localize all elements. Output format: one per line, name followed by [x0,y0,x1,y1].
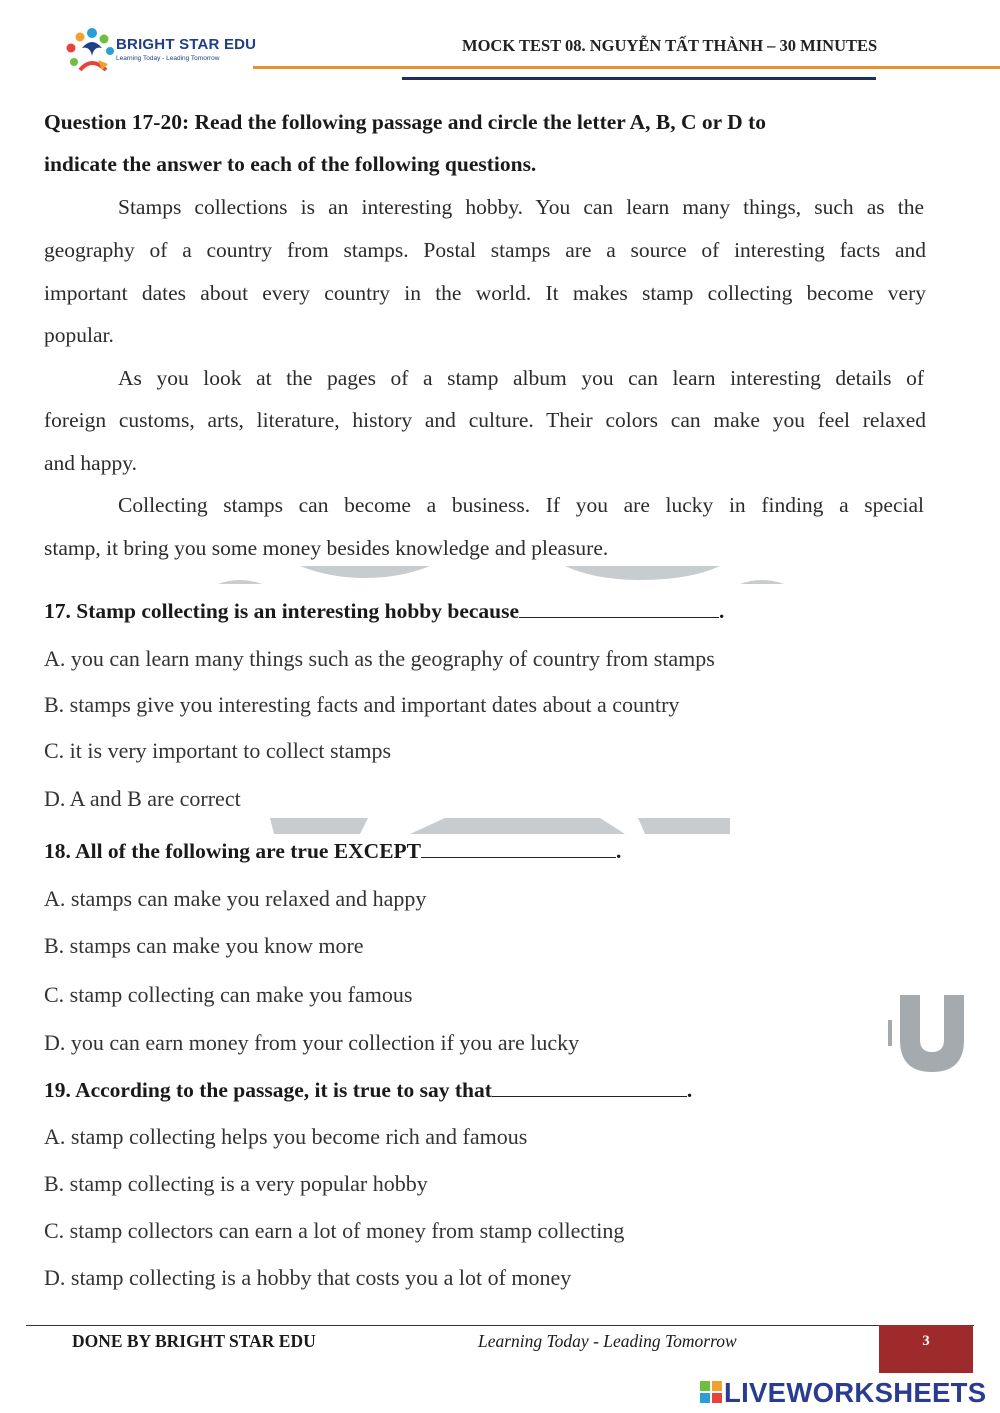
question-19-option-d[interactable]: D. stamp collecting is a hobby that costs you a lot of money [44,1265,572,1290]
question-19-option-b[interactable]: B. stamp collecting is a very popular hobby [44,1171,428,1196]
question-18-option-b[interactable]: B. stamps can make you know more [44,933,364,958]
question-17-option-a[interactable]: A. you can learn many things such as the geography of country from stamps [44,646,715,671]
question-stem-text: 19. According to the passage, it is true to say that [44,1078,492,1102]
answer-blank[interactable] [421,840,616,858]
question-17-option-d[interactable]: D. A and B are correct [44,786,241,811]
liveworksheets-brand[interactable]: LIVEWORKSHEETS [724,1377,987,1408]
test-title: MOCK TEST 08. NGUYỄN TẤT THÀNH – 30 MINUTES [462,36,878,55]
question-19-option-c[interactable]: C. stamp collectors can earn a lot of money from stamp collecting [44,1218,625,1243]
question-17-stem [44,600,926,622]
answer-blank[interactable] [492,1079,687,1097]
stem-period: . [616,839,622,863]
question-18-stem [44,840,926,862]
passage-p1-line-1: Stamps collections is an interesting hobby. You can learn many things, such as the [118,195,924,219]
instructions-line-1: Question 17-20: Read the following passage and circle the letter A, B, C or D to [44,110,766,134]
brand-name: BRIGHT STAR EDU [116,36,257,53]
passage-p1-line-2: geography of a country from stamps. Postal stamps are a source of interesting facts and [44,238,926,262]
stem-period: . [719,599,725,623]
question-19-option-a[interactable]: A. stamp collecting helps you become rich and famous [44,1124,528,1149]
brand-tagline: Learning Today - Leading Tomorrow [116,55,220,62]
passage-p1-line-3: important dates about every country in the world. It makes stamp collecting become very [44,281,926,305]
header-orange-rule [253,66,1000,69]
question-17-option-c[interactable]: C. it is very important to collect stamps [44,738,392,763]
footer-credit: DONE BY BRIGHT STAR EDU [72,1331,316,1351]
footer-motto: Learning Today - Leading Tomorrow [478,1331,737,1351]
question-17-option-b[interactable]: B. stamps give you interesting facts and important dates about a country [44,692,680,717]
stem-period: . [686,1078,693,1102]
passage-p3-line-1: Collecting stamps can become a business. If you are lucky in finding a special [118,493,924,517]
passage-p2-line-2: foreign customs, arts, literature, history and culture. Their colors can make you feel relaxed [44,408,926,432]
header-navy-rule [402,77,876,80]
question-18-option-a[interactable]: A. stamps can make you relaxed and happy [44,886,427,911]
question-stem-text: 17. Stamp collecting is an interesting hobby because [44,599,520,623]
question-stem-text: 18. All of the following are true EXCEPT [44,839,422,863]
page-number: 3 [922,1333,930,1349]
passage-p3-line-2: stamp, it bring you some money besides knowledge and pleasure. [44,536,609,560]
question-18-option-d[interactable]: D. you can earn money from your collection if you are lucky [44,1030,580,1055]
instructions-line-2: indicate the answer to each of the following questions. [44,152,537,176]
footer-rule [26,1325,974,1326]
liveworksheets-logo-icon [700,1381,722,1403]
answer-blank[interactable] [519,600,719,618]
passage-p1-line-4: popular. [44,323,114,347]
passage-p2-line-1: As you look at the pages of a stamp album you can learn interesting details of [118,366,924,390]
passage-p2-line-3: and happy. [44,451,137,475]
question-18-option-c[interactable]: C. stamp collecting can make you famous [44,982,413,1007]
question-19-stem [44,1079,926,1101]
